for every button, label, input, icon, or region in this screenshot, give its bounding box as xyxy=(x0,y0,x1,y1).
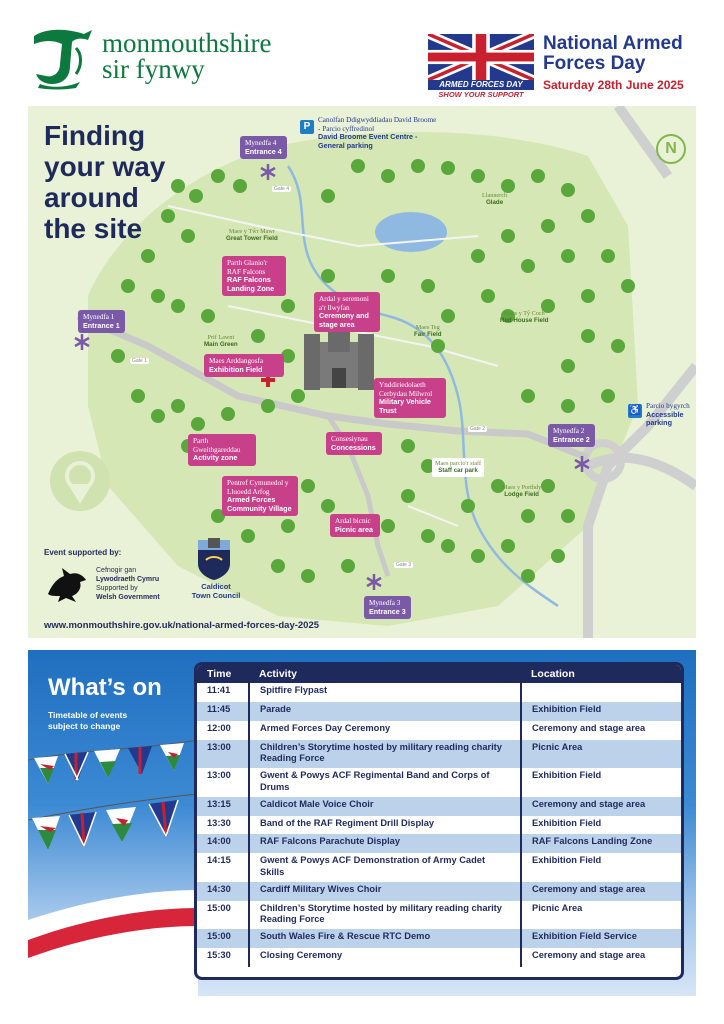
cell-activity: Caldicot Male Voice Choir xyxy=(249,797,521,816)
north-compass-icon: N xyxy=(656,134,686,164)
field-glade-en: Glade xyxy=(485,199,504,207)
zone-community-village-en: Armed Forces Community Village xyxy=(227,495,292,513)
zone-activity xyxy=(188,434,256,466)
entrance-1-cy: Mynedfa 1 xyxy=(83,313,115,321)
table-row xyxy=(197,834,681,853)
accessible-parking-cy: Parcio hygyrch xyxy=(646,402,690,410)
cell-location: Exhibition Field xyxy=(532,770,602,781)
entrance-4-en: Entrance 4 xyxy=(245,146,282,156)
entrance-3-cy: Mynedfa 3 xyxy=(369,599,401,607)
bunting-decoration xyxy=(28,740,198,996)
zone-activity-en: Activity zone xyxy=(193,453,238,463)
afd-line2: SHOW YOUR SUPPORT xyxy=(438,90,524,99)
supported-by-label: Event supported by: xyxy=(44,548,122,557)
cell-time: 13:30 xyxy=(197,816,249,835)
zone-activity-cy: Parth Gweithgareddau xyxy=(193,437,241,454)
org-name-line2: sir fynwy xyxy=(102,54,205,84)
cell-location: Exhibition Field xyxy=(532,817,602,828)
field-staff-car-park-cy: Maes parcio'r staff xyxy=(435,460,482,467)
table-row xyxy=(197,702,681,721)
cell-activity: Gwent & Powys ACF Regimental Band and Corps of Drums xyxy=(249,768,521,797)
entrance-3-en: Entrance 3 xyxy=(369,606,406,616)
field-red-house xyxy=(500,310,548,325)
whats-on-panel xyxy=(28,650,696,996)
field-lodge-cy: Maes y Porthdy xyxy=(502,484,542,491)
cell-activity: Closing Ceremony xyxy=(249,948,521,967)
zone-picnic-cy: Ardal bicnic xyxy=(335,517,371,525)
cell-activity: Band of the RAF Regiment Drill Display xyxy=(249,816,521,835)
cell-activity: Gwent & Powys ACF Demonstration of Army Cadet Skills xyxy=(249,853,521,882)
welsh-dragon-icon xyxy=(44,564,90,604)
monmouthshire-dragon-logo xyxy=(26,26,96,90)
zone-picnic-en: Picnic area xyxy=(335,524,373,534)
cell-time: 13:00 xyxy=(197,768,249,797)
zone-concessions-en: Concessions xyxy=(331,442,376,452)
cell-activity: Cardiff Military Wives Choir xyxy=(249,882,521,901)
cell-time: 15:30 xyxy=(197,948,249,967)
page-header xyxy=(0,0,724,102)
website-link[interactable]: www.monmouthshire.gov.uk/national-armed-forces-day-2025 xyxy=(44,620,320,631)
zone-military-vehicle xyxy=(374,378,446,418)
field-main-green-cy: Prif Lawnt xyxy=(207,334,235,341)
zone-raf-landing xyxy=(222,256,286,296)
zone-exhibition-en: Exhibition Field xyxy=(209,364,263,374)
cell-activity: Parade xyxy=(249,702,521,721)
entrance-2-cy: Mynedfa 2 xyxy=(553,427,585,435)
cell-location: Picnic Area xyxy=(532,741,583,752)
event-title xyxy=(543,34,713,74)
cell-location: Exhibition Field Service xyxy=(532,931,637,942)
table-row xyxy=(197,768,681,797)
event-date: Saturday 28th June 2025 xyxy=(543,78,684,92)
table-row xyxy=(197,740,681,769)
union-flag-icon xyxy=(428,34,534,80)
entrance-2-en: Entrance 2 xyxy=(553,434,590,444)
cell-activity: Children’s Storytime hosted by military reading charity Reading Force xyxy=(249,740,521,769)
org-name xyxy=(102,30,272,82)
field-main-green-en: Main Green xyxy=(204,341,238,349)
field-staff-car-park-en: Staff car park xyxy=(438,467,478,475)
entrance-2-tag xyxy=(548,424,595,447)
accessible-parking-en: Accessible parking xyxy=(646,409,684,428)
location-pin-icon xyxy=(50,451,110,511)
council-name xyxy=(186,582,246,600)
zone-exhibition-cy: Maes Arddangosfa xyxy=(209,357,264,365)
afd-strip xyxy=(428,80,534,98)
field-great-tower-en: Great Tower Field xyxy=(226,235,278,243)
cell-time: 12:00 xyxy=(197,721,249,740)
cell-location xyxy=(521,683,681,702)
accessible-parking-label xyxy=(646,402,694,428)
gate-3-label: Gate 3 xyxy=(396,562,412,568)
cell-activity: South Wales Fire & Rescue RTC Demo xyxy=(249,929,521,948)
cell-location: Ceremony and stage area xyxy=(532,883,646,894)
wg-line4: Welsh Government xyxy=(96,594,160,601)
site-map xyxy=(28,106,696,638)
field-fair-field-cy: Maes Teg xyxy=(415,324,440,331)
zone-raf-landing-en: RAF Falcons Landing Zone xyxy=(227,275,275,293)
cell-location: Ceremony and stage area xyxy=(532,798,646,809)
cell-activity: Children’s Storytime hosted by military reading charity Reading Force xyxy=(249,901,521,930)
table-row xyxy=(197,721,681,740)
field-red-house-cy: Maes y Tŷ Coch xyxy=(503,310,545,317)
field-great-tower-cy: Maes y Tŵr Mawr xyxy=(228,228,275,235)
cell-activity: RAF Falcons Parachute Display xyxy=(249,834,521,853)
table-row xyxy=(197,816,681,835)
afd-line1: ARMED FORCES DAY xyxy=(428,80,534,90)
org-name-line1: monmouthshire xyxy=(102,28,272,58)
zone-community-village xyxy=(222,476,298,516)
whats-on-title: What’s on xyxy=(48,674,162,701)
header-activity: Activity xyxy=(259,668,297,680)
accessible-parking-icon: ♿ xyxy=(628,405,642,416)
header-time: Time xyxy=(207,668,232,680)
wg-line1: Cefnogir gan xyxy=(96,567,137,574)
event-title-line2: Forces Day xyxy=(543,53,646,74)
council-line1: Caldicot xyxy=(201,582,231,591)
armed-forces-day-logo xyxy=(428,34,534,98)
table-row xyxy=(197,948,681,967)
table-header-row xyxy=(197,665,681,683)
cell-time: 15:00 xyxy=(197,929,249,948)
general-parking-cy: Canolfan Ddigwyddiadau David Broome - Parcio cyffredinol xyxy=(318,116,437,133)
table-row xyxy=(197,901,681,930)
event-title-line1: National Armed xyxy=(543,33,683,54)
cell-time: 13:15 xyxy=(197,797,249,816)
cell-location: Ceremony and stage area xyxy=(532,722,646,733)
zone-ceremony-en: Ceremony and stage area xyxy=(319,311,369,329)
zone-concessions-cy: Consesiynau xyxy=(331,435,368,443)
field-great-tower xyxy=(226,228,278,243)
cell-location: Exhibition Field xyxy=(532,703,602,714)
cell-activity: Spitfire Flypast xyxy=(249,683,521,702)
zone-picnic xyxy=(330,514,380,537)
council-crest-icon xyxy=(196,538,232,580)
zone-community-village-cy: Pentref Cymunedol y Lluoedd Arfog xyxy=(227,479,289,496)
general-parking-en: David Broome Event Centre - General parking xyxy=(318,132,418,150)
gate-2-label: Gate 2 xyxy=(470,426,486,432)
cell-location: Exhibition Field xyxy=(532,855,602,866)
table-row xyxy=(197,882,681,901)
cell-location: Picnic Area xyxy=(532,902,583,913)
table-row xyxy=(197,929,681,948)
map-title-line3: around xyxy=(44,182,139,213)
cell-time: 14:15 xyxy=(197,853,249,882)
map-title xyxy=(44,120,214,244)
map-title-line1: Finding xyxy=(44,120,146,151)
field-glade xyxy=(482,192,507,207)
wg-line3: Supported by xyxy=(96,585,138,592)
general-parking-label xyxy=(318,116,438,150)
header-location: Location xyxy=(531,668,575,680)
entrance-1-en: Entrance 1 xyxy=(83,320,120,330)
whats-on-subtitle: Timetable of events subject to change xyxy=(48,710,128,731)
cell-time: 14:30 xyxy=(197,882,249,901)
table-row xyxy=(197,853,681,882)
zone-exhibition xyxy=(204,354,284,377)
zone-raf-landing-cy: Parth Glanio'r RAF Falcons xyxy=(227,259,268,276)
zone-military-vehicle-en: Military Vehicle Trust xyxy=(379,397,431,415)
cell-time: 15:00 xyxy=(197,901,249,930)
field-lodge-en: Lodge Field xyxy=(504,491,539,499)
cell-time: 14:00 xyxy=(197,834,249,853)
gate-1-label: Gate 1 xyxy=(132,358,148,364)
entrance-3-tag xyxy=(364,596,411,619)
parking-icon: P xyxy=(300,120,314,134)
entrance-4-cy: Mynedfa 4 xyxy=(245,139,277,147)
table-row xyxy=(197,797,681,816)
map-title-line2: your way xyxy=(44,151,166,182)
zone-ceremony xyxy=(314,292,380,332)
cell-location: RAF Falcons Landing Zone xyxy=(532,836,653,847)
council-line2: Town Council xyxy=(191,591,241,600)
schedule-table xyxy=(194,662,684,980)
cell-time: 13:00 xyxy=(197,740,249,769)
zone-military-vehicle-cy: Ynddiriedolaeth Cerbydau Milwrol xyxy=(379,381,433,398)
cell-time: 11:45 xyxy=(197,702,249,721)
table-row xyxy=(197,683,681,702)
castle-icon xyxy=(304,328,374,390)
map-title-line4: the site xyxy=(44,213,143,244)
gate-4-label: Gate 4 xyxy=(274,186,290,192)
entrance-1-tag xyxy=(78,310,125,333)
field-glade-cy: Llannerch xyxy=(482,192,508,199)
cell-activity: Armed Forces Day Ceremony xyxy=(249,721,521,740)
field-lodge xyxy=(502,484,541,499)
field-fair-field xyxy=(414,324,442,339)
welsh-government-text xyxy=(96,566,160,602)
wg-line2: Lywodraeth Cymru xyxy=(96,576,160,583)
entrance-4-tag xyxy=(240,136,287,159)
cell-location: Ceremony and stage area xyxy=(532,950,646,961)
field-main-green xyxy=(204,334,238,349)
field-fair-field-en: Fair Field xyxy=(414,331,442,339)
zone-concessions xyxy=(326,432,382,455)
field-red-house-en: Red House Field xyxy=(500,317,549,325)
cell-time: 11:41 xyxy=(197,683,249,702)
field-staff-car-park xyxy=(432,458,484,477)
zone-ceremony-cy: Ardal y seremoni a'r llwyfan xyxy=(319,295,369,312)
